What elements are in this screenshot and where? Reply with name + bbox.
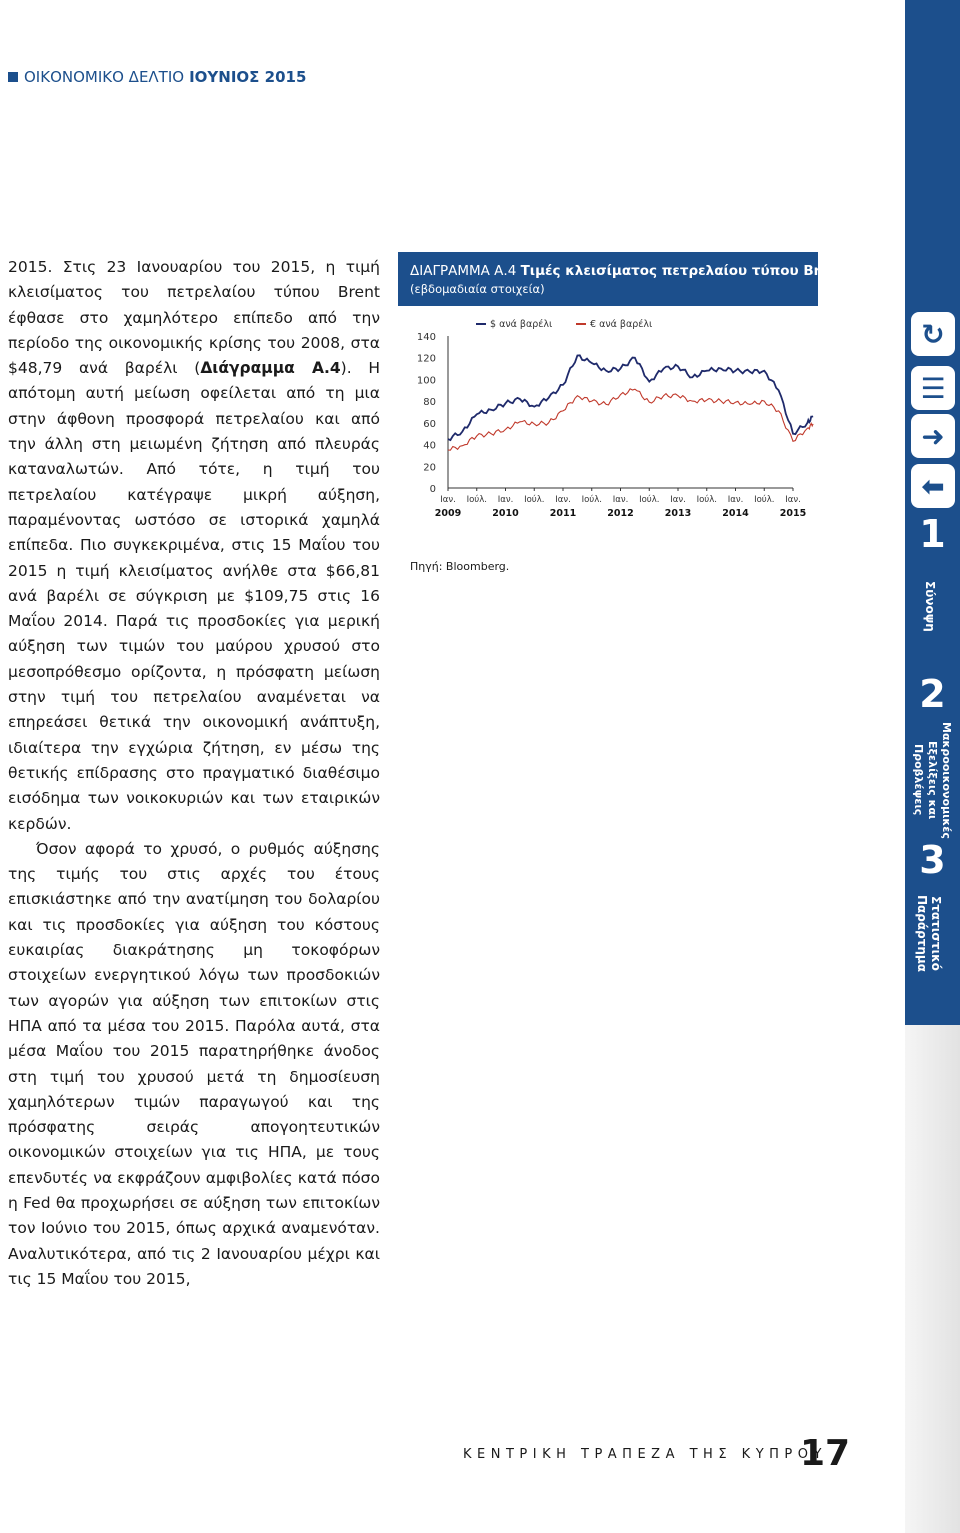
header-issue: ΙΟΥΝΙΟΣ 2015 (189, 68, 307, 86)
body-text-column (8, 255, 380, 1292)
section-number-2[interactable]: 2 (919, 672, 946, 716)
year-label: 2015 (779, 508, 807, 519)
y-tick-label: 0 (429, 484, 436, 495)
next-page-icon[interactable]: ➜ (911, 414, 955, 458)
legend-label-usd: $ ανά βαρέλι (490, 319, 553, 330)
paragraph-gold: Όσον αφορά το χρυσό, ο ρυθμός αύξησης της τιμής του στις αρχές του έτους επισκιάστηκε από την ανατίμηση του δολαρίου και τις προσδοκίες για αύξηση του κόστους ευκαιρίας διακράτησης μη τοκοφόρων στοιχείων ενεργητικού λόγω των προσδοκιών των αγορών για αύξηση των επιτοκίων στις ΗΠΑ από τα μέσα του 2015. Παρόλα αυτά, στα μέσα Μαΐου του 2015 παρατηρήθηκε άνοδος στη τιμή του χρυσού μετά τη δημοσίευση χαμηλότερων τιμών παραγωγού και της πρόσφατης σειράς απογοητευτικών οικονομικών στοιχείων για τις ΗΠΑ, με τους επενδυτές να εκφράζουν αμφιβολίες κατά πόσο η Fed θα προχωρήσει σε αύξηση των επιτοκίων τον Ιούνιο του 2015, όπως αρχικά αναμενόταν. Αναλυτικότερα, από τις 2 Ιανουαρίου μέχρι και τις 15 Μαΐου του 2015, (8, 839, 380, 1288)
x-tick-label: Ιαν. (727, 495, 744, 505)
chart-title: Τιμές κλεισίματος πετρελαίου τύπου Brent (520, 263, 846, 279)
x-tick-label: Ιούλ. (639, 495, 660, 505)
legend-label-eur: € ανά βαρέλι (590, 319, 653, 330)
chart-reference-link[interactable]: Διάγραμμα Α.4 (200, 359, 341, 378)
footer-org: ΚΕΝΤΡΙΚΗ ΤΡΑΠΕΖΑ ΤΗΣ ΚΥΠΡΟΥ (463, 1447, 827, 1462)
series-line-eur (448, 389, 813, 450)
header-square-icon (8, 72, 18, 82)
chart-source: Πηγή: Bloomberg. (410, 560, 510, 573)
year-label: 2010 (492, 508, 519, 519)
y-tick-label: 120 (416, 353, 436, 365)
x-tick-label: Ιαν. (612, 495, 629, 505)
x-tick-label: Ιαν. (440, 495, 456, 505)
page-number: 17 (800, 1433, 851, 1474)
sidebar (905, 0, 960, 1533)
section-label-2[interactable]: Μακροοικονομικές Εξελίξεις και Προβλέψεις (912, 721, 953, 839)
section-label-3[interactable]: Στατιστικό Παράρτημα (915, 894, 943, 972)
paragraph-oil: 2015. Στις 23 Ιανουαρίου του 2015, η τιμή κλεισίματος του πετρελαίου τύπου Brent έφθασε στο χαμηλότερο επίπεδο από την περίοδο της οικονομικής κρίσης του 2008, στα $48,79 ανά βαρέλι (Διάγραμμα Α.4). Η απότομη αυτή μείωση οφείλεται από τη μια στην άφθονη προσφορά πετρελαίου και από την άλλη στη μειωμένη ζήτηση από πλευράς καταναλωτών. Από τότε, η τιμή του πετρελαίου κατέγραψε μικρή αύξηση, παραμένοντας ωστόσο σε ιστορικά χαμηλά επίπεδα. Πιο συγκεκριμένα, στις 15 Μαΐου του 2015 η τιμή κλεισίματος ανήλθε στα $66,81 ανά βαρέλι σε σύγκριση με $109,75 στις 16 Μαΐου 2014. Παρά τις προσδοκίες για μερική αύξηση των τιμών του μαύρου χρυσού στο μεσοπρόθεσμο ορίζοντα, η πρόσφατη μείωση στην τιμή του πετρελαίου αναμένεται να επηρεάσει θετικά την οικονομική ανάπτυξη, ιδιαίτερα την εγχώρια ζήτηση, εν μέσω της θετικής επίδρασης στο πραγματικό διαθέσιμο εισόδημα των νοικοκυριών και των εταιρικών κερδών. (8, 258, 381, 833)
section-number-1[interactable]: 1 (919, 512, 946, 556)
y-tick-label: 80 (423, 397, 436, 409)
x-tick-label: Ιούλ. (696, 495, 717, 505)
x-tick-label: Ιαν. (555, 495, 571, 505)
chart-panel (398, 252, 846, 573)
x-tick-label: Ιαν. (670, 495, 686, 505)
previous-page-icon[interactable]: ⬅ (911, 464, 955, 508)
year-label: 2013 (664, 508, 692, 519)
x-tick-label: Ιούλ. (581, 495, 602, 505)
chart-subtitle: (εβδομαδιαία στοιχεία) (410, 282, 545, 296)
y-tick-label: 60 (423, 418, 436, 430)
y-tick-label: 140 (416, 332, 436, 343)
y-tick-label: 20 (423, 462, 436, 474)
x-tick-label: Ιούλ. (466, 495, 487, 505)
section-label-1[interactable]: Σύνοψη (923, 580, 937, 632)
chart-plot (398, 306, 818, 556)
year-label: 2009 (434, 508, 462, 519)
year-label: 2011 (549, 508, 577, 519)
chart-label: ΔΙΑΓΡΑΜΜΑ Α.4 (410, 263, 517, 279)
contents-icon[interactable]: ☰ (911, 366, 955, 410)
y-tick-label: 100 (416, 375, 436, 387)
refresh-icon[interactable]: ↻ (911, 312, 955, 356)
sidebar-strip (905, 0, 960, 1025)
series-line-usd (448, 355, 813, 440)
chart-header (398, 252, 846, 306)
x-tick-label: Ιαν. (497, 495, 514, 505)
year-label: 2012 (607, 508, 634, 519)
year-label: 2014 (722, 508, 749, 519)
x-tick-label: Ιαν. (785, 495, 801, 505)
header-title: ΟΙΚΟΝΟΜΙΚΟ ΔΕΛΤΙΟ (24, 68, 185, 86)
y-tick-label: 40 (423, 440, 436, 452)
x-tick-label: Ιούλ. (524, 495, 545, 505)
section-number-3[interactable]: 3 (919, 838, 946, 882)
running-header (8, 68, 306, 86)
x-tick-label: Ιούλ. (754, 495, 775, 505)
